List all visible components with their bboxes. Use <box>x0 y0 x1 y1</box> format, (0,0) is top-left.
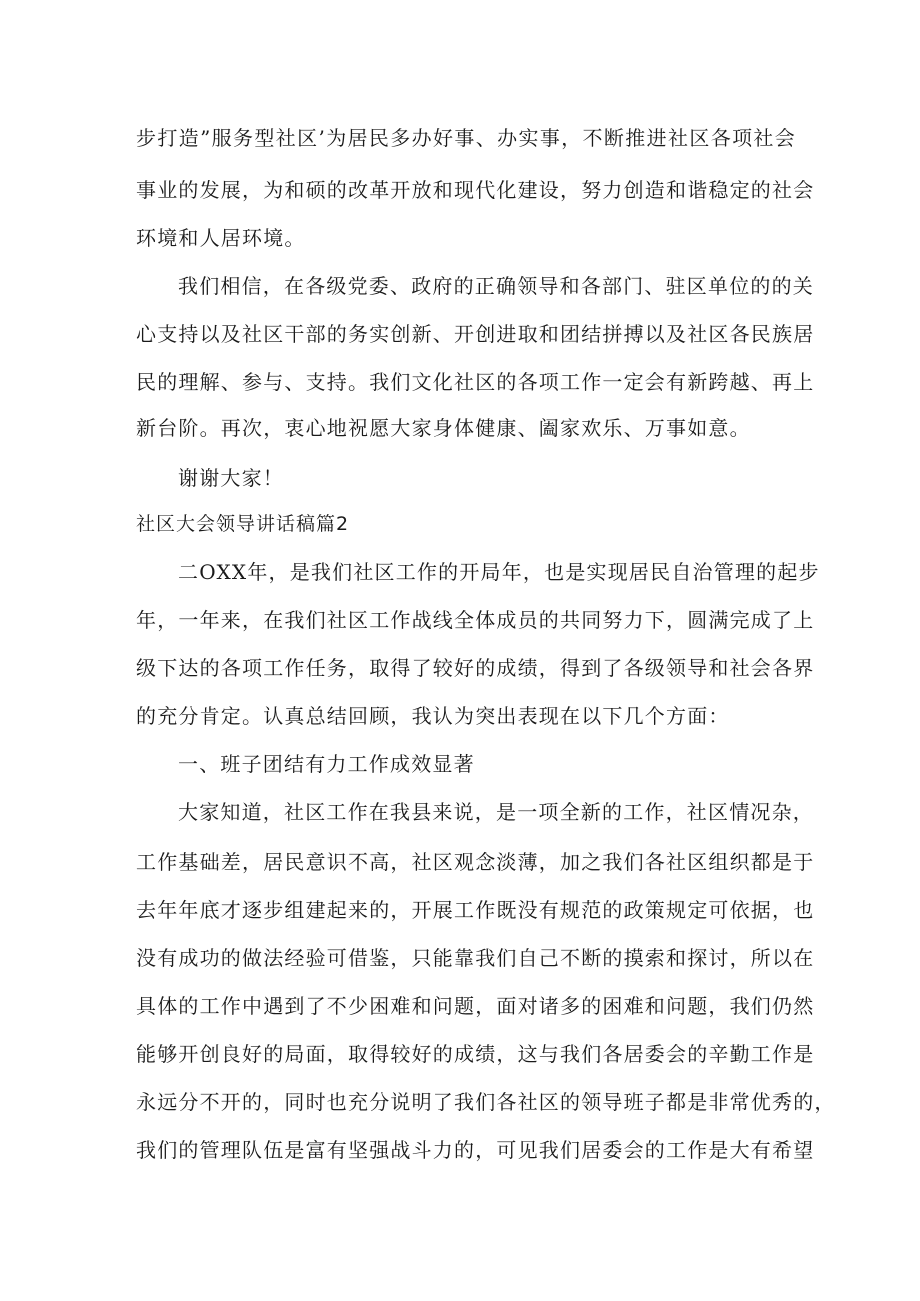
paragraph-4-line-7: 永远分不开的，同时也充分说明了我们各社区的领导班子都是非常优秀的， <box>136 1090 836 1114</box>
paragraph-3-line-3: 级下达的各项工作任务，取得了较好的成绩，得到了各级领导和社会各界 <box>136 656 815 680</box>
section-title: 社区大会领导讲话稿篇2 <box>136 513 350 535</box>
paragraph-2-line-2: 心支持以及社区干部的务实创新、开创进取和团结拼搏以及社区各民族居 <box>136 322 815 346</box>
paragraph-1-line-1: 步打造”服务型社区’为居民多办好事、办实事，不断推进社区各项社会 <box>136 126 796 150</box>
subheading: 一、班子团结有力工作成效显著 <box>178 752 475 776</box>
paragraph-4-line-3: 去年年底才逐步组建起来的，开展工作既没有规范的政策规定可依据，也 <box>136 898 815 922</box>
paragraph-4-line-5: 具体的工作中遇到了不少困难和问题，面对诸多的困难和问题，我们仍然 <box>136 994 815 1018</box>
paragraph-1-line-3: 环境和人居环境。 <box>136 226 306 250</box>
thanks-line: 谢谢大家！ <box>178 466 284 490</box>
paragraph-3-line-2: 年，一年来，在我们社区工作战线全体成员的共同努力下，圆满完成了上 <box>136 608 815 632</box>
paragraph-4-line-2: 工作基础差，居民意识不高，社区观念淡薄，加之我们各社区组织都是于 <box>136 850 815 874</box>
paragraph-2-line-4: 新台阶。再次，衷心地祝愿大家身体健康、阖家欢乐、万事如意。 <box>136 416 751 440</box>
paragraph-1-line-2: 事业的发展，为和硕的改革开放和现代化建设，努力创造和谐稳定的社会 <box>136 178 815 202</box>
paragraph-4-line-1: 大家知道，社区工作在我县来说，是一项全新的工作，社区情况杂， <box>178 800 814 824</box>
paragraph-4-line-6: 能够开创良好的局面，取得较好的成绩，这与我们各居委会的辛勤工作是 <box>136 1042 815 1066</box>
paragraph-2-line-1: 我们相信，在各级党委、政府的正确领导和各部门、驻区单位的的关 <box>178 274 814 298</box>
paragraph-2-line-3: 民的理解、参与、支持。我们文化社区的各项工作一定会有新跨越、再上 <box>136 370 815 394</box>
paragraph-3-line-1: 二OXX年，是我们社区工作的开局年，也是实现居民自治管理的起步 <box>178 560 820 584</box>
paragraph-4-line-8: 我们的管理队伍是富有坚强战斗力的，可见我们居委会的工作是大有希望 <box>136 1138 815 1162</box>
paragraph-3-line-4: 的充分肯定。认真总结回顾，我认为突出表现在以下几个方面： <box>136 704 730 728</box>
paragraph-4-line-4: 没有成功的做法经验可借鉴，只能靠我们自己不断的摸索和探讨，所以在 <box>136 946 815 970</box>
